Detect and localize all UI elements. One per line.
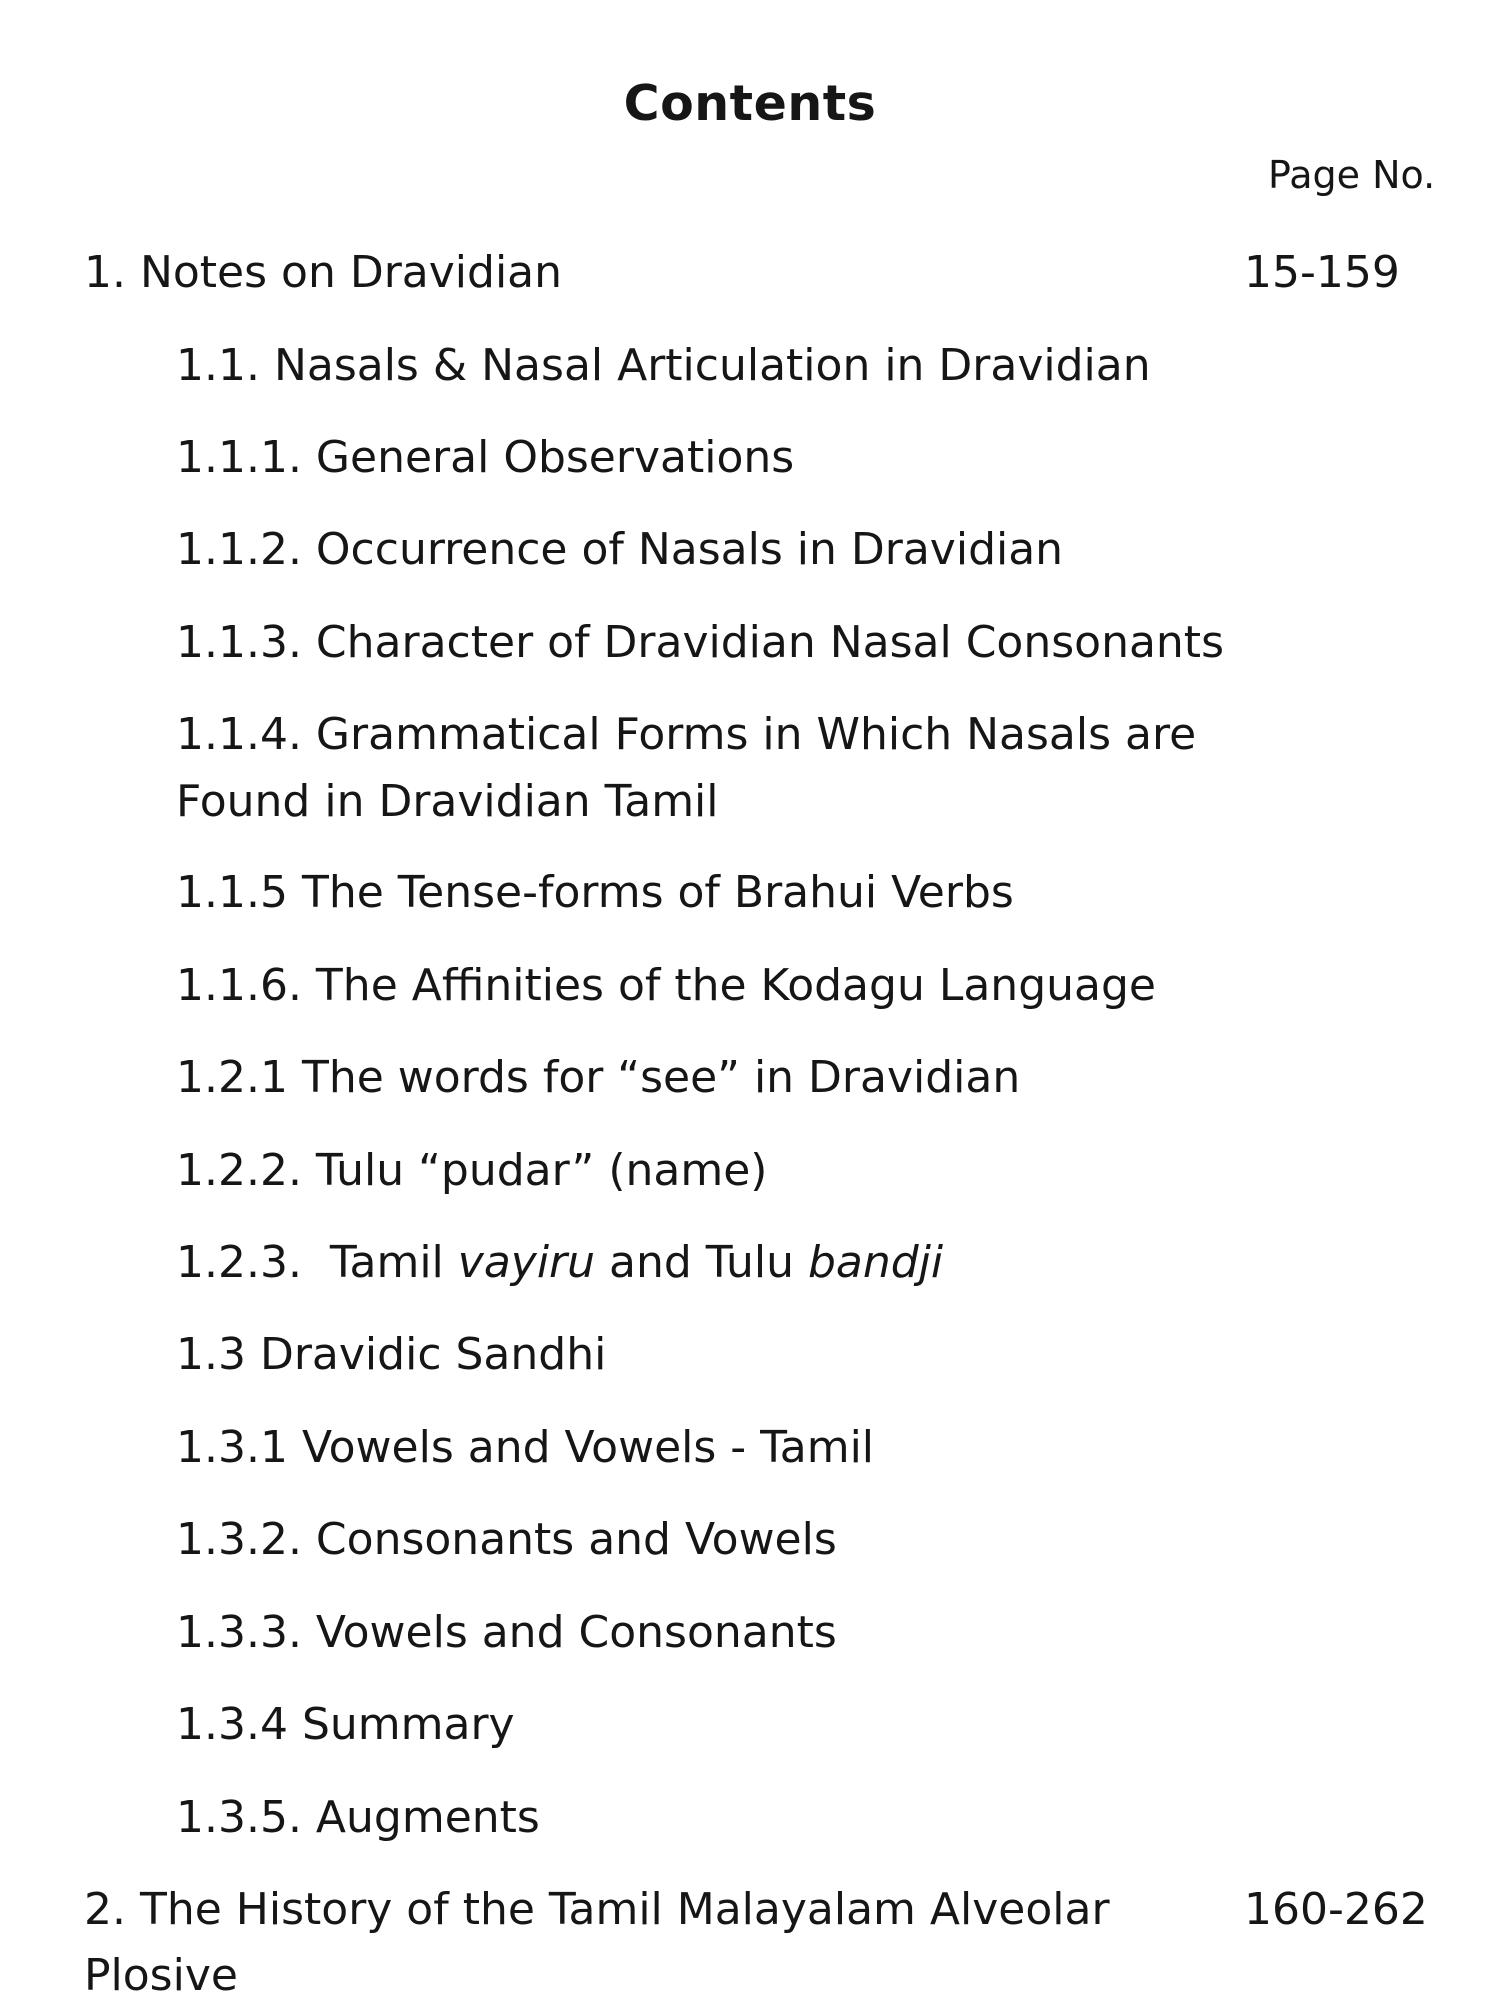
toc-entry-label-line-1: 1.1.4. Grammatical Forms in Which Nasals are [176, 709, 1197, 760]
toc-entry-1-3 [176, 1322, 606, 1388]
toc-entry-1-1-2 [176, 517, 1063, 583]
toc-entry-1-1-4 [176, 702, 1196, 768]
toc-entry-label-part: and Tulu [595, 1237, 808, 1288]
page-number-column-header: Page No. [1268, 153, 1436, 197]
toc-entry-label: 1.1. Nasals & Nasal Articulation in Dravidian [176, 340, 1151, 391]
toc-entry-label: 1.3.4 Summary [176, 1699, 515, 1750]
toc-entry-1-1-1 [176, 425, 794, 491]
toc-entry-label-line-1: 2. The History of the Tamil Malayalam Alveolar [84, 1884, 1110, 1935]
toc-entry-label: 1.1.5 The Tense-forms of Brahui Verbs [176, 867, 1014, 918]
toc-entry-label: 1.1.1. General Observations [176, 432, 795, 483]
toc-entry-1-1-4-continued [176, 769, 719, 835]
page-title: Contents [623, 75, 877, 132]
toc-entry-label-italic: bandji [807, 1237, 944, 1288]
toc-entry-label: 1. Notes on Dravidian [84, 247, 563, 298]
toc-entry-label: 1.2.1 The words for “see” in Dravidian [176, 1052, 1021, 1103]
toc-entry-chapter-2 [84, 1877, 1428, 1943]
toc-entry-1-1 [176, 333, 1151, 399]
toc-entry-chapter-2-continued [84, 1943, 238, 2009]
toc-entry-label: 1.3.1 Vowels and Vowels - Tamil [176, 1422, 875, 1473]
toc-entry-1-1-3 [176, 610, 1224, 676]
toc-entry-1-2-2 [176, 1138, 767, 1204]
toc-entry-label: 1.1.3. Character of Dravidian Nasal Consonants [176, 617, 1224, 668]
toc-entry-1-3-5 [176, 1785, 540, 1851]
toc-entry-chapter-1 [84, 240, 1400, 306]
toc-entry-label: 1.3 Dravidic Sandhi [176, 1329, 607, 1380]
toc-entry-label-part: 1.2.3. Tamil [176, 1237, 458, 1288]
toc-entry-1-1-5 [176, 860, 1014, 926]
toc-entry-1-1-6 [176, 953, 1156, 1019]
toc-entry-label-line-2: Plosive [84, 1950, 238, 2001]
toc-entry-label: 1.3.5. Augments [176, 1792, 540, 1843]
toc-entry-label: 1.2.2. Tulu “pudar” (name) [176, 1145, 768, 1196]
toc-entry-1-2-1 [176, 1045, 1020, 1111]
toc-entry-label-line-2: Found in Dravidian Tamil [176, 776, 719, 827]
toc-entry-label-italic: vayiru [457, 1237, 596, 1288]
toc-entry-label: 1.3.2. Consonants and Vowels [176, 1514, 837, 1565]
toc-entry-pages: 160-262 [1244, 1884, 1428, 1935]
toc-entry-1-2-3 [176, 1230, 943, 1296]
toc-entry-pages: 15-159 [1244, 247, 1400, 298]
toc-entry-1-3-3 [176, 1600, 837, 1666]
toc-entry-1-3-4 [176, 1692, 515, 1758]
toc-entry-label: 1.3.3. Vowels and Consonants [176, 1607, 837, 1658]
toc-entry-label: 1.1.2. Occurrence of Nasals in Dravidian [176, 524, 1064, 575]
toc-entry-1-3-1 [176, 1415, 874, 1481]
toc-entry-1-3-2 [176, 1507, 837, 1573]
toc-entry-label: 1.1.6. The Affinities of the Kodagu Language [176, 960, 1156, 1011]
